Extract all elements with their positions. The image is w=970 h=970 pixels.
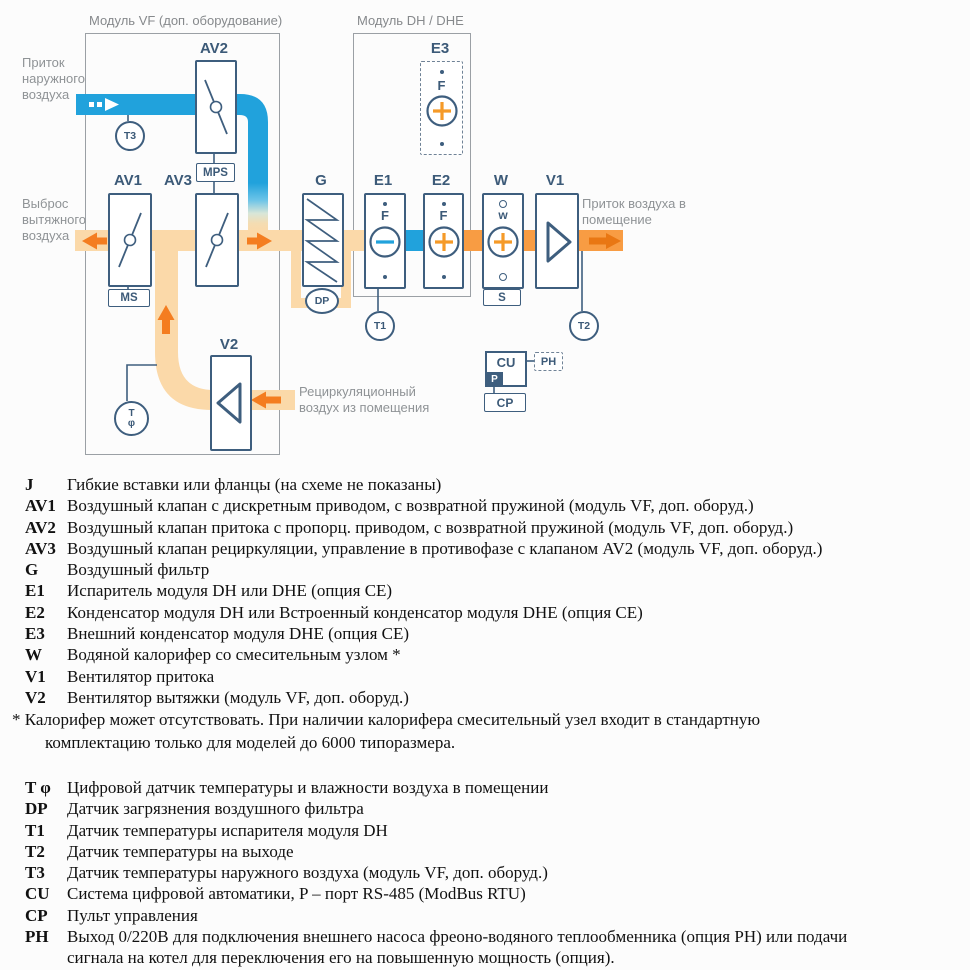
pipe-dot <box>440 142 444 146</box>
cu-box <box>485 351 527 387</box>
cp-label: CP <box>496 395 514 410</box>
e2-letter: F <box>439 208 448 223</box>
t-phi-bottom: φ <box>127 417 136 429</box>
legend-key: T3 <box>25 863 45 883</box>
legend-row <box>0 559 822 580</box>
e1-label: E1 <box>373 172 393 189</box>
legend-key: PH <box>25 927 49 947</box>
legend-text: Пульт управления <box>67 905 198 925</box>
legend-key: DP <box>25 799 48 819</box>
legend-row <box>0 495 822 516</box>
pipe-dot <box>440 70 444 74</box>
t2-label: T2 <box>577 320 591 332</box>
legend-text: Гибкие вставки или фланцы (на схеме не показаны) <box>67 475 442 494</box>
mps-box <box>196 163 235 182</box>
legend-key: W <box>25 645 42 665</box>
annotation-outdoor-intake: Приток наружного воздуха <box>22 55 85 102</box>
g-label: G <box>315 172 327 189</box>
ms-label: MS <box>120 292 138 304</box>
legend-key: CP <box>25 905 48 925</box>
condenser-icon <box>425 94 459 128</box>
legend-row <box>0 905 847 926</box>
component-g <box>302 193 344 287</box>
e2-label: E2 <box>431 172 451 189</box>
module-dh-label: Модуль DH / DHE <box>357 13 464 28</box>
e1-letter: F <box>381 208 389 223</box>
s-label: S <box>498 291 506 304</box>
legend-key: AV1 <box>25 496 56 516</box>
damper-icon <box>197 195 237 285</box>
legend-row <box>0 602 822 623</box>
sensor-dp <box>305 288 339 314</box>
legend-key: E2 <box>25 602 45 622</box>
e3-letter: F <box>437 78 446 93</box>
fan-icon <box>537 195 577 287</box>
ph-label: PH <box>540 355 557 368</box>
pipe-dot <box>383 202 387 206</box>
legend-key: G <box>25 560 39 580</box>
legend-text: Испаритель модуля DH или DHE (опция CE) <box>67 581 393 601</box>
legend-components <box>0 474 822 708</box>
component-w <box>482 193 524 289</box>
legend-row <box>0 623 822 644</box>
legend-key: V1 <box>25 666 46 686</box>
module-vf-label: Модуль VF (доп. оборудование) <box>89 13 283 28</box>
sensor-t-phi <box>114 401 149 436</box>
legend-key: AV3 <box>25 538 56 558</box>
v1-label: V1 <box>545 172 565 189</box>
ph-box <box>534 352 563 371</box>
legend-text: Воздушный фильтр <box>67 560 210 580</box>
legend-row <box>0 841 847 862</box>
legend-text: Конденсатор модуля DH или Встроенный конденсатор модуля DHE (опция CE) <box>67 602 643 622</box>
w-label: W <box>493 172 509 189</box>
legend-text: Датчик температуры испарителя модуля DH <box>67 820 388 840</box>
pipe-dot <box>442 202 446 206</box>
heater-icon <box>486 225 520 259</box>
legend-key: AV2 <box>25 517 56 537</box>
annotation-supply-to-room: Приток воздуха в помещение <box>582 196 686 227</box>
damper-icon <box>197 62 235 152</box>
legend-text: Вентилятор притока <box>67 666 215 686</box>
annotation-exhaust: Выброс вытяжного воздуха <box>22 196 87 243</box>
component-e3 <box>420 61 463 155</box>
component-av3 <box>195 193 239 287</box>
t-phi-top: T <box>128 407 135 419</box>
legend-text: Вентилятор вытяжки (модуль VF, доп. оборуд.) <box>67 687 409 707</box>
legend-key: E1 <box>25 581 45 601</box>
schematic-diagram <box>0 0 970 465</box>
legend-text: Воздушный клапан с дискретным приводом, с возвратной пружиной (модуль VF, доп. оборуд.) <box>67 496 754 516</box>
annotation-recirculation: Рециркуляционный воздух из помещения <box>299 384 430 415</box>
av3-label: AV3 <box>163 172 193 189</box>
legend-row <box>0 474 822 495</box>
component-v2 <box>210 355 252 451</box>
footnote-line2: комплектацию только для моделей до 6000 типоразмера. <box>45 732 456 752</box>
ms-box <box>108 289 150 307</box>
legend-row <box>0 777 847 798</box>
pipe-dot <box>442 275 446 279</box>
footnote-line1: * Калорифер может отсутствовать. При наличии калорифера смесительный узел входит в стандартную <box>12 710 761 729</box>
sensor-t1 <box>365 311 395 341</box>
legend-row <box>0 926 847 947</box>
legend-key: J <box>25 475 34 494</box>
legend-text: Датчик температуры наружного воздуха (модуль VF, доп. оборуд.) <box>67 863 548 883</box>
cu-label: CU <box>496 355 516 370</box>
p-port-badge: P <box>486 372 503 386</box>
legend-row <box>0 666 822 687</box>
legend-row <box>0 517 822 538</box>
mps-label: MPS <box>203 166 228 179</box>
legend-row <box>0 538 822 559</box>
t3-label: T3 <box>123 130 137 142</box>
av2-label: AV2 <box>199 40 229 57</box>
legend-text: Датчик загрязнения воздушного фильтра <box>67 799 364 819</box>
legend-text: Воздушный клапан притока с пропорц. приводом, с возвратной пружиной (модуль VF, доп. оборуд.) <box>67 517 794 537</box>
component-av1 <box>108 193 152 287</box>
legend-text: Система цифровой автоматики, P – порт RS-485 (ModBus RTU) <box>67 884 526 904</box>
pipe-dot <box>383 275 387 279</box>
legend-text: Водяной калорифер со смесительным узлом * <box>67 645 401 665</box>
legend-row <box>0 580 822 601</box>
dp-label: DP <box>314 295 330 307</box>
legend-key: T φ <box>25 778 51 797</box>
filter-icon <box>304 195 342 285</box>
legend-sensors <box>0 777 847 969</box>
legend-text: Датчик температуры на выходе <box>67 841 294 861</box>
legend-text: Цифровой датчик температуры и влажности воздуха в помещении <box>67 778 549 797</box>
condenser-icon <box>427 225 461 259</box>
legend-key: E3 <box>25 624 45 644</box>
legend-key: V2 <box>25 687 46 707</box>
damper-icon <box>110 195 150 285</box>
component-av2 <box>195 60 237 154</box>
legend-text-continuation: сигнала на котел для переключения его на повышенную мощность (опция). <box>67 948 615 968</box>
legend-row <box>0 883 847 904</box>
pipe-circle <box>499 200 507 208</box>
component-e2 <box>423 193 464 289</box>
av1-label: AV1 <box>113 172 143 189</box>
legend-row <box>0 687 822 708</box>
e3-label: E3 <box>430 40 450 57</box>
w-letter: w <box>498 208 508 222</box>
legend-text: Внешний конденсатор модуля DHE (опция CE) <box>67 624 410 644</box>
fan-icon <box>212 357 250 449</box>
component-v1 <box>535 193 579 289</box>
sensor-t2 <box>569 311 599 341</box>
s-box <box>483 289 521 306</box>
evaporator-icon <box>368 225 402 259</box>
duct-outdoor-air-fade <box>248 183 268 232</box>
legend-row <box>0 798 847 819</box>
legend-key: CU <box>25 884 50 904</box>
t1-label: T1 <box>373 320 387 332</box>
legend-key: T2 <box>25 841 45 861</box>
legend-row <box>0 862 847 883</box>
v2-label: V2 <box>219 336 239 353</box>
pipe-circle <box>499 273 507 281</box>
legend-row <box>0 820 847 841</box>
legend-key: T1 <box>25 820 45 840</box>
legend-text: Выход 0/220В для подключения внешнего насоса фреоно-водяного теплообменника (опция PH) или подачи <box>67 927 848 947</box>
sensor-t3 <box>115 121 145 151</box>
legend-row <box>0 644 822 665</box>
component-e1 <box>364 193 406 289</box>
legend-footnote <box>12 709 760 754</box>
legend-text: Воздушный клапан рециркуляции, управление в противофазе с клапаном AV2 (модуль VF, доп. оборуд.) <box>67 538 823 558</box>
cp-box <box>484 393 526 412</box>
